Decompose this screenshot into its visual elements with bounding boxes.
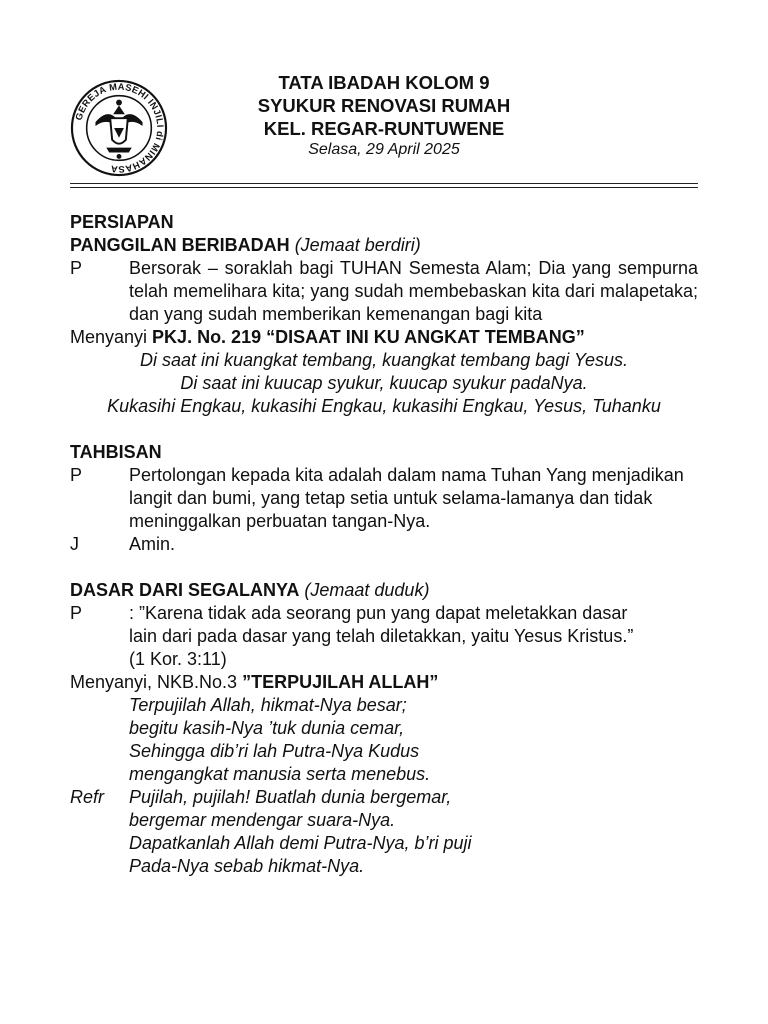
lyric-line: Di saat ini kuucap syukur, kuucap syukur padaNya. (180, 373, 588, 393)
dasar-heading: DASAR DARI SEGALANYA (70, 580, 300, 600)
header-title-line-3: KEL. REGAR-RUNTUWENE (263, 118, 505, 139)
lyric-line: Kukasihi Engkau, kukasihi Engkau, kukasihi Engkau, Yesus, Tuhanku (107, 396, 661, 416)
header-divider-top (70, 183, 698, 184)
responsive-p-dasar (70, 602, 698, 671)
verse-line: Sehingga dib’ri lah Putra-Nya Kudus (129, 741, 420, 761)
speaker-text: Pertolongan kepada kita adalah dalam nama Tuhan Yang menjadikan langit dan bumi, yang tetap setia untuk selama-lamanya dan tidak meninggalkan perbuatan tangan-Nya. (129, 465, 684, 531)
section-heading-tahbisan: TAHBISAN (70, 442, 162, 462)
song-prefix: Menyanyi, NKB.No.3 (70, 672, 243, 692)
verse-line: Terpujilah Allah, hikmat-Nya besar; (129, 695, 407, 715)
panggilan-heading: PANGGILAN BERIBADAH (70, 235, 290, 255)
responsive-j-tahbisan (70, 533, 698, 556)
responsive-p-tahbisan (70, 464, 698, 533)
panggilan-note: (Jemaat berdiri) (294, 235, 421, 255)
song-title: PKJ. No. 219 “DISAAT INI KU ANGKAT TEMBANG” (152, 327, 585, 347)
header-title-line-1: TATA IBADAH KOLOM 9 (278, 72, 490, 93)
speaker-label: P (70, 258, 83, 278)
speaker-label: J (70, 534, 79, 554)
dasar-note: (Jemaat duduk) (304, 580, 430, 600)
responsive-p-persiapan (70, 257, 698, 326)
refrain-line: Pujilah, pujilah! Buatlah dunia bergemar, (129, 787, 452, 807)
spacer (70, 556, 698, 579)
gmim-seal-logo (70, 79, 168, 177)
header-divider-bottom (70, 187, 698, 188)
scripture-line: lain dari pada dasar yang telah diletakkan, yaitu Yesus Kristus.” (129, 626, 634, 646)
seal-text: GEREJA MASEHI INJILI di MINAHASA (73, 81, 166, 175)
section-heading-persiapan: PERSIAPAN (70, 212, 174, 232)
refrain-line: Pada-Nya sebab hikmat-Nya. (129, 856, 365, 876)
spacer (70, 418, 698, 441)
speaker-text: Amin. (129, 534, 176, 554)
song-verse (70, 694, 698, 786)
speaker-label: P (70, 465, 83, 485)
header-date: Selasa, 29 April 2025 (308, 141, 460, 158)
liturgy-content (70, 211, 698, 878)
song-prefix: Menyanyi (70, 327, 153, 347)
subheading-panggilan (70, 234, 698, 257)
refrain-label: Refr (70, 787, 105, 807)
scripture-reference: (1 Kor. 3:11) (129, 649, 227, 669)
refrain-line: bergemar mendengar suara-Nya. (129, 810, 396, 830)
song-line-nkb (70, 671, 698, 694)
scripture-line: : ”Karena tidak ada seorang pun yang dapat meletakkan dasar (129, 603, 628, 623)
verse-line: begitu kasih-Nya ’tuk dunia cemar, (129, 718, 405, 738)
lyric-line: Di saat ini kuangkat tembang, kuangkat tembang bagi Yesus. (140, 350, 628, 370)
verse-line: mengangkat manusia serta menebus. (129, 764, 431, 784)
section-heading-dasar (70, 579, 698, 602)
speaker-label: P (70, 603, 83, 623)
header-title-line-2: SYUKUR RENOVASI RUMAH (257, 95, 511, 116)
song-line-pkj (70, 326, 698, 349)
song-title: ”TERPUJILAH ALLAH” (242, 672, 439, 692)
speaker-text (129, 602, 698, 671)
refrain-line: Dapatkanlah Allah demi Putra-Nya, b’ri puji (129, 833, 472, 853)
speaker-text: Bersorak – soraklah bagi TUHAN Semesta Alam; Dia yang sempurna telah memelihara kita; yang sudah membebaskan kita dari malapetaka; dan yang sudah memberikan kemenangan bagi kita (129, 258, 698, 324)
song-refrain (70, 786, 698, 878)
